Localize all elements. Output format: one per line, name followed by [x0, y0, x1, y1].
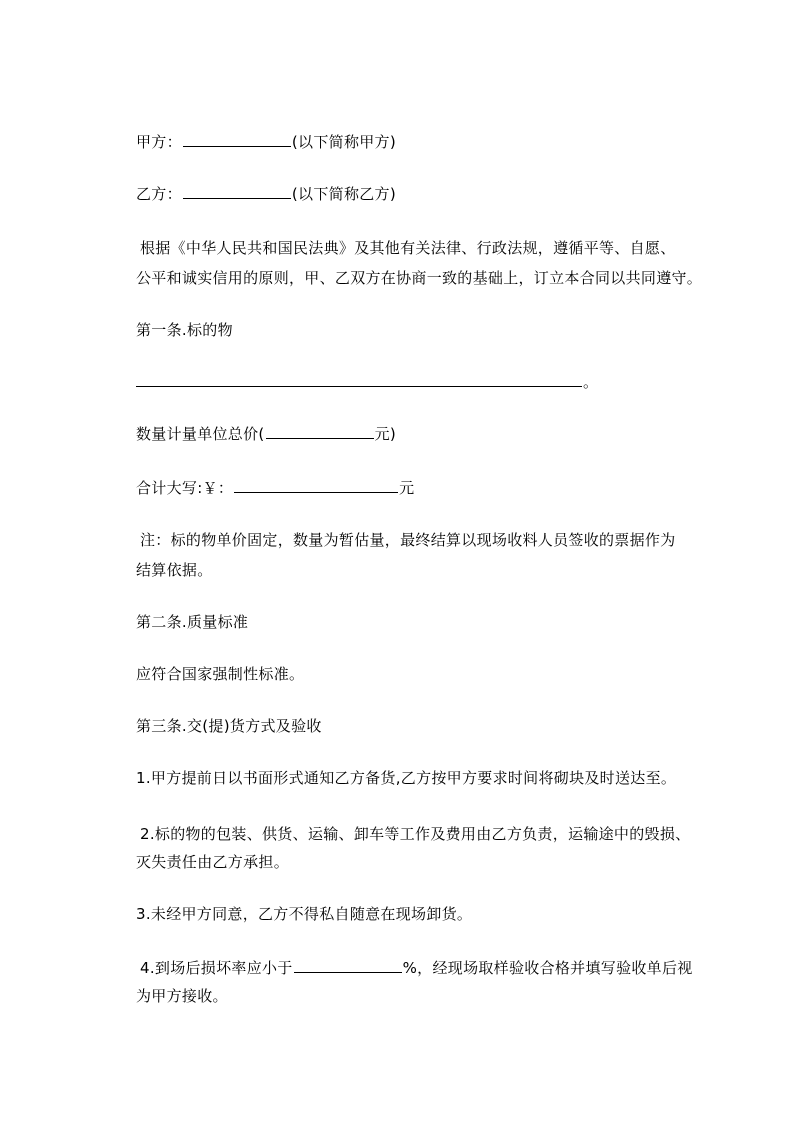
article-3-item-3: 3.未经甲方同意，乙方不得私自随意在现场卸货。	[136, 905, 473, 923]
quantity-blank[interactable]	[266, 424, 374, 439]
article-1-title: 第一条.标的物	[136, 321, 233, 339]
party-a-suffix: (以下简称甲方)	[291, 133, 397, 151]
total-suffix: 元	[399, 479, 415, 497]
quantity-suffix: 元)	[374, 425, 397, 443]
party-b-suffix: (以下简称乙方)	[291, 185, 397, 203]
party-b-line	[136, 184, 396, 204]
party-a-label: 甲方：	[136, 133, 182, 151]
total-blank[interactable]	[234, 478, 398, 493]
preamble-line-2: 公平和诚实信用的原则，甲、乙双方在协商一致的基础上，订立本合同以共同遵守。	[136, 269, 703, 287]
party-a-line	[136, 132, 396, 152]
item-4-suffix: %，经现场取样验收合格并填写验收单后视	[402, 959, 693, 977]
article-3-item-4-line-1	[140, 958, 693, 978]
preamble-line-1: 根据《中华人民共和国民法典》及其他有关法律、行政法规，遵循平等、自愿、	[140, 239, 676, 257]
total-label: 合计大写:￥：	[136, 479, 234, 497]
party-b-blank[interactable]	[183, 184, 291, 199]
total-line	[136, 478, 414, 498]
article-2-body: 应符合国家强制性标准。	[136, 665, 305, 683]
note-line-2: 结算依据。	[136, 561, 213, 579]
damage-rate-blank[interactable]	[294, 958, 402, 973]
subject-blank[interactable]	[136, 372, 582, 387]
article-3-item-4-line-2: 为甲方接收。	[136, 987, 228, 1005]
note-line-1: 注：标的物单价固定，数量为暂估量，最终结算以现场收料人员签收的票据作为	[140, 531, 676, 549]
article-3-item-2-line-1: 2.标的物的包装、供货、运输、卸车等工作及费用由乙方负责，运输途中的毁损、	[140, 825, 691, 843]
subject-blank-line	[136, 372, 598, 392]
article-3-item-2-line-2: 灭失责任由乙方承担。	[136, 853, 290, 871]
quantity-line	[136, 424, 396, 444]
article-3-title: 第三条.交(提)货方式及验收	[136, 717, 322, 735]
party-a-blank[interactable]	[183, 132, 291, 147]
party-b-label: 乙方：	[136, 185, 182, 203]
item-4-prefix: 4.到场后损坏率应小于	[140, 959, 293, 977]
article-3-item-1: 1.甲方提前日以书面形式通知乙方备货,乙方按甲方要求时间将砌块及时送达至。	[136, 769, 677, 787]
quantity-label: 数量计量单位总价(	[136, 425, 265, 443]
subject-blank-end: 。	[583, 373, 599, 391]
article-2-title: 第二条.质量标准	[136, 613, 249, 631]
